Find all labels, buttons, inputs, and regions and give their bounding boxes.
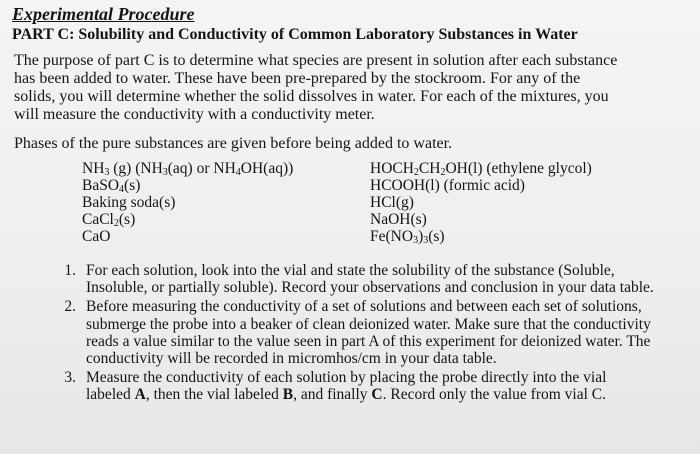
left-substance-5: CaO [82,228,111,245]
intro-line-4: will measure the conductivity with a conductivity meter. [14,106,375,123]
step-text: Measure the conductivity of each solution by placing the probe directly into the vial labeled A, then the vial labeled B, and finally C. Record only the value from vial C. [86,369,607,404]
substances-right-column [370,160,592,245]
right-substance-5: $Fe(NO_3)_3(s)$ [370,228,445,246]
section-title: Experimental Procedure [12,4,195,24]
step-text: Before measuring the conductivity of a set of solutions and between each set of solutions, submerge the probe into a beaker of clean deionized water. Make sure that the conductivity reads a value similar to the value seen in part A of this experiment for deionized water. The conductivity will be recorded in micromhos/cm in your data table. [86,298,651,368]
left-substance-2: BaSO$_4$(s) [82,177,141,195]
part-heading: PART C: Solubility and Conductivity of Common Laboratory Substances in Water [12,26,578,43]
procedure-step-1 [14,262,654,296]
left-substance-3: Baking soda(s) [82,194,176,211]
step-number: 3. [64,369,76,387]
step-number: 1. [64,262,76,279]
right-substance-3: HCl(g) [370,194,414,211]
step-number: 2. [64,298,76,316]
left-substance-1: $NH_3$ (g) ($NH_3(aq)$ or $NH_4OH(aq)$) [82,160,294,178]
step-text: For each solution, look into the vial and state the solubility of the substance (Soluble, Insoluble, or partially soluble). Record your observations and conclusion in your data table. [86,262,654,297]
substances-left-column [82,160,293,245]
procedure-step-3 [14,369,654,403]
procedure-step-2 [14,298,654,367]
procedure-steps [14,262,654,406]
left-substance-4: CaCl$_2$(s) [82,211,136,229]
intro-line-3: solids, you will determine whether the solid dissolves in water. For each of the mixtures, you [14,88,609,105]
right-substance-4: NaOH(s) [370,211,427,228]
intro-line-1: The purpose of part C is to determine what species are present in solution after each substance [14,52,618,69]
right-substance-1: $HOCH_2CH_2OH(l)$ (ethylene glycol) [370,160,592,178]
phases-intro: Phases of the pure substances are given before being added to water. [14,135,453,152]
intro-line-2: has been added to water. These have been pre-prepared by the stockroom. For any of the [14,70,581,87]
right-substance-2: HCOOH(l) (formic acid) [370,177,525,194]
